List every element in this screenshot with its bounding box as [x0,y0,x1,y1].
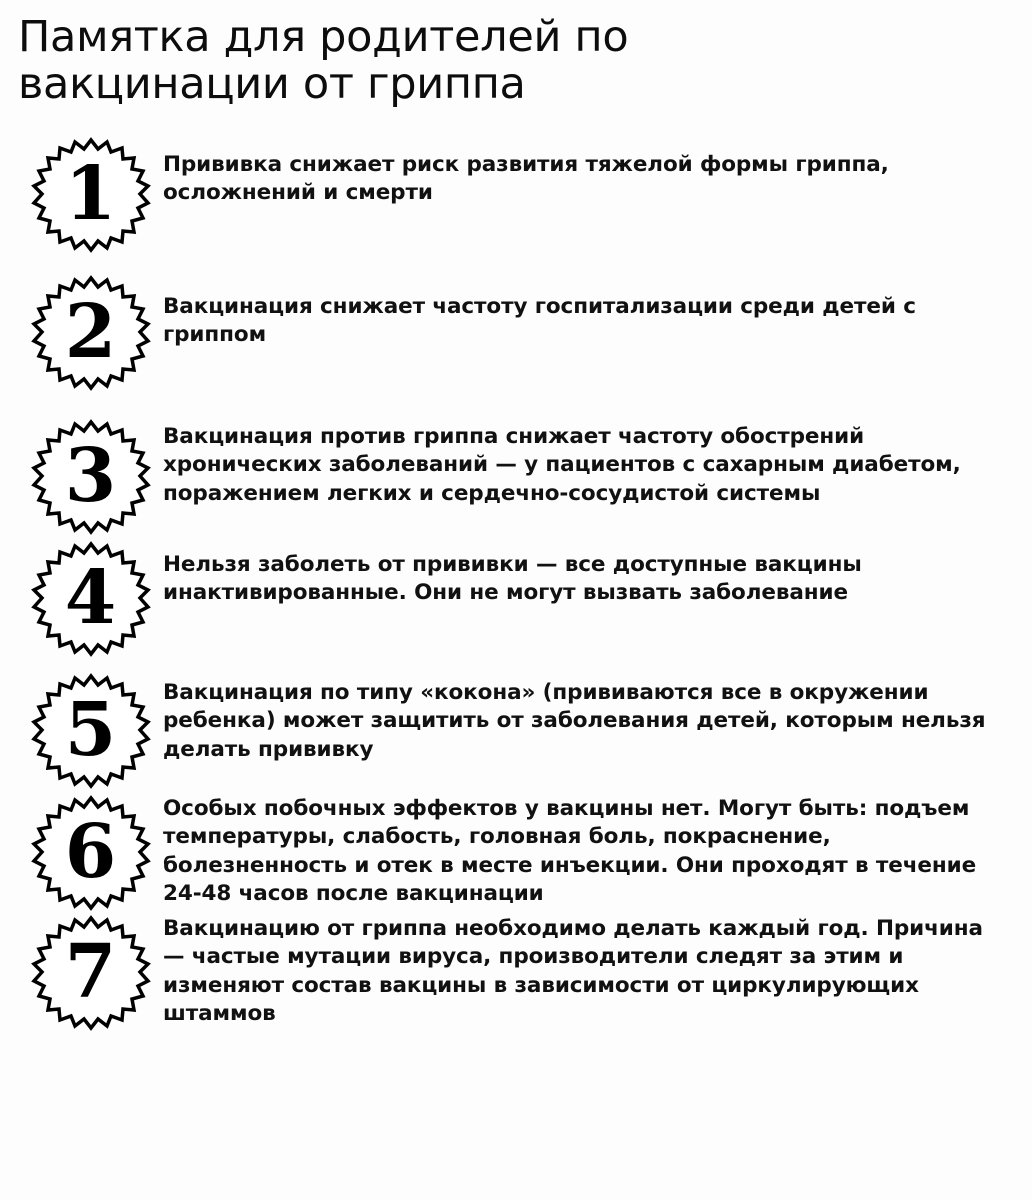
starburst-badge-icon [25,673,157,789]
badge-container [18,539,163,659]
item-number: 7 [64,928,117,1015]
numbered-facts-list [18,135,1014,1033]
list-item [18,793,1014,913]
item-text: Вакцинация по типу «кокона» (прививаются все в окружении ребенка) может защитить от заболевания детей, которым нельзя делать прививку [163,679,986,762]
starburst-badge-icon [25,915,157,1031]
starburst-badge-icon [25,541,157,657]
badge-container [18,913,163,1033]
item-text: Прививка снижает риск развития тяжелой формы гриппа, осложнений и смерти [163,151,889,206]
starburst-badge-icon [25,419,157,535]
starburst-badge-icon [25,275,157,391]
item-number: 1 [64,150,117,237]
list-item [18,671,1014,791]
item-number: 4 [64,554,117,641]
badge-container [18,793,163,913]
starburst-badge-icon [25,795,157,911]
badge-container [18,135,163,255]
item-number: 6 [64,808,117,895]
badge-container [18,671,163,791]
badge-container [18,417,163,537]
page-title: Памятка для родителей по вакцинации от гриппа [18,12,629,110]
item-text: Нельзя заболеть от прививки — все доступные вакцины инактивированные. Они не могут вызвать заболевание [163,551,862,606]
list-item [18,913,1014,1033]
starburst-badge-icon [25,137,157,253]
item-number: 3 [64,432,117,519]
list-item [18,417,1014,537]
item-text: Вакцинация снижает частоту госпитализации среди детей с гриппом [163,293,916,348]
list-item [18,135,1014,255]
item-text: Вакцинация против гриппа снижает частоту обострений хронических заболеваний — у пациентов с сахарным диабетом, поражением легких и сердечно-сосудистой системы [163,423,961,506]
list-item [18,539,1014,659]
item-text: Вакцинацию от гриппа необходимо делать каждый год. Причина — частые мутации вируса, производители следят за этим и изменяют состав вакцины в зависимости от циркулирующих штаммов [163,915,983,1027]
item-text: Особых побочных эффектов у вакцины нет. Могут быть: подъем температуры, слабость, головная боль, покраснение, болезненность и отек в месте инъекции. Они проходят в течение 24-48 часов после вакцинации [163,795,977,907]
badge-container [18,273,163,393]
item-number: 5 [64,686,117,773]
list-item [18,273,1014,393]
item-number: 2 [64,288,117,375]
